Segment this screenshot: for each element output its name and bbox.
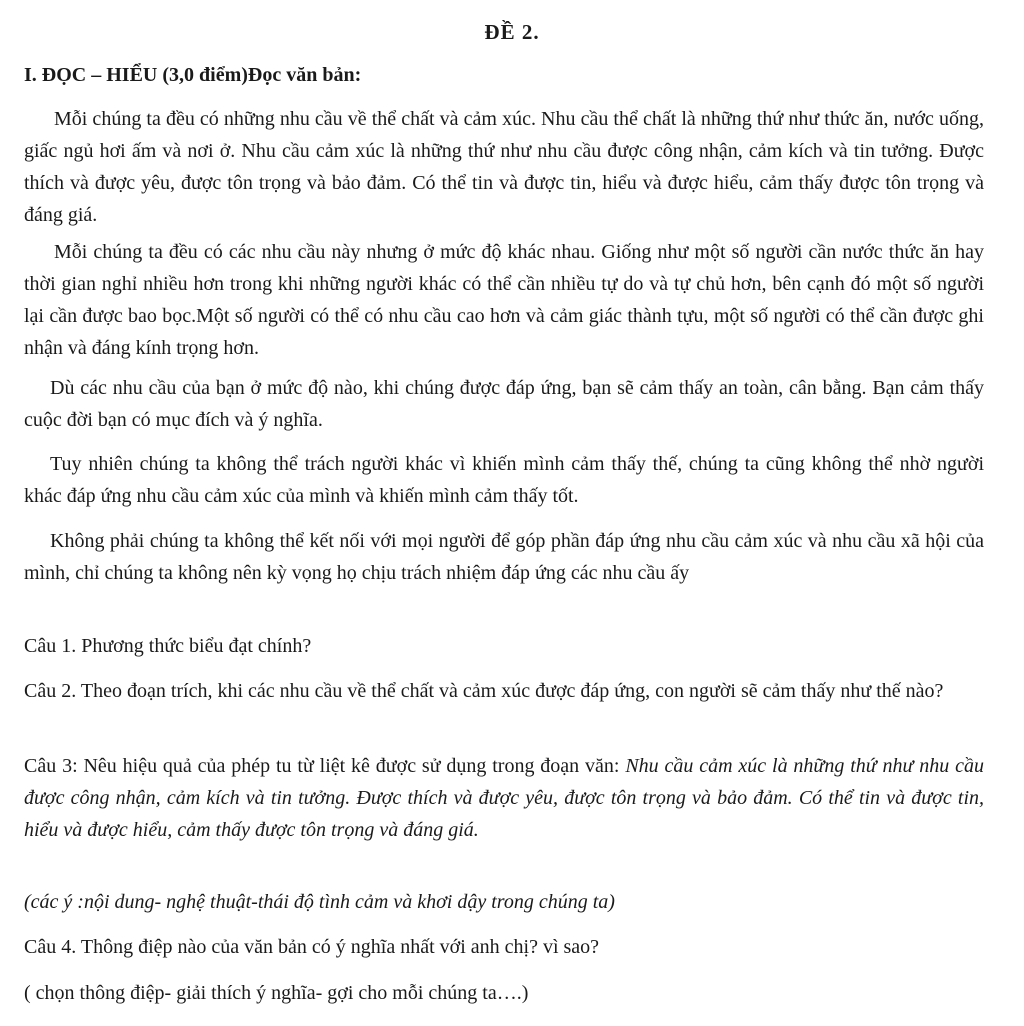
question-3	[24, 750, 984, 846]
question-3-quote: Nhu cầu cảm xúc là những thứ như nhu cầu được công nhận, cảm kích và tin tưởng. Được thích và được yêu, được tôn trọng và bảo đảm. Có thể tin và được tin, hiểu và được hiểu, cảm thấy được tôn trọng và đáng giá.	[24, 755, 984, 841]
passage-paragraph-3: Dù các nhu cầu của bạn ở mức độ nào, khi chúng được đáp ứng, bạn sẽ cảm thấy an toàn, cân bằng. Bạn cảm thấy cuộc đời bạn có mục đích và ý nghĩa.	[24, 377, 984, 431]
passage-paragraph-4: Tuy nhiên chúng ta không thể trách người khác vì khiến mình cảm thấy thế, chúng ta cũng không thể nhờ người khác đáp ứng nhu cầu cảm xúc của mình và khiến mình cảm thấy tốt.	[24, 453, 984, 507]
passage-paragraph-1: Mỗi chúng ta đều có những nhu cầu về thể chất và cảm xúc. Nhu cầu thể chất là những thứ như thức ăn, nước uống, giấc ngủ hơi ấm và nơi ở. Nhu cầu cảm xúc là những thứ như nhu cầu được công nhận, cảm kích và tin tưởng. Được thích và được yêu, được tôn trọng và bảo đảm. Có thể tin và được tin, hiểu và được hiểu, cảm thấy được tôn trọng và đáng giá.	[24, 108, 984, 226]
question-4-hint: ( chọn thông điệp- giải thích ý nghĩa- gợi cho mỗi chúng ta….)	[24, 982, 529, 1004]
exam-title: ĐỀ 2.	[484, 20, 540, 44]
question-3-hint: (các ý :nội dung- nghệ thuật-thái độ tình cảm và khơi dậy trong chúng ta)	[24, 891, 615, 913]
question-1: Câu 1. Phương thức biểu đạt chính?	[24, 635, 312, 657]
section-heading: I. ĐỌC – HIỂU (3,0 điểm)Đọc văn bản:	[24, 64, 362, 86]
passage-paragraph-5: Không phải chúng ta không thể kết nối với mọi người để góp phần đáp ứng nhu cầu cảm xúc và nhu cầu xã hội của mình, chỉ chúng ta không nên kỳ vọng họ chịu trách nhiệm đáp ứng các nhu cầu ấy	[24, 530, 984, 584]
question-3-prefix: Câu 3: Nêu hiệu quả của phép tu từ liệt kê được sử dụng trong đoạn văn:	[24, 755, 626, 777]
passage-paragraph-2: Mỗi chúng ta đều có các nhu cầu này nhưng ở mức độ khác nhau. Giống như một số người cần nước thức ăn hay thời gian nghỉ nhiều hơn trong khi những người khác có thể cần nhiều tự do và tự chủ hơn, bên cạnh đó một số người lại cần được bao bọc.Một số người có thể có nhu cầu cao hơn và cảm giác thành tựu, một số người có thể cần được ghi nhận và đáng kính trọng hơn.	[24, 241, 984, 359]
question-4: Câu 4. Thông điệp nào của văn bản có ý nghĩa nhất với anh chị? vì sao?	[24, 936, 600, 958]
question-2: Câu 2. Theo đoạn trích, khi các nhu cầu về thể chất và cảm xúc được đáp ứng, con người sẽ cảm thấy như thế nào?	[24, 680, 944, 702]
